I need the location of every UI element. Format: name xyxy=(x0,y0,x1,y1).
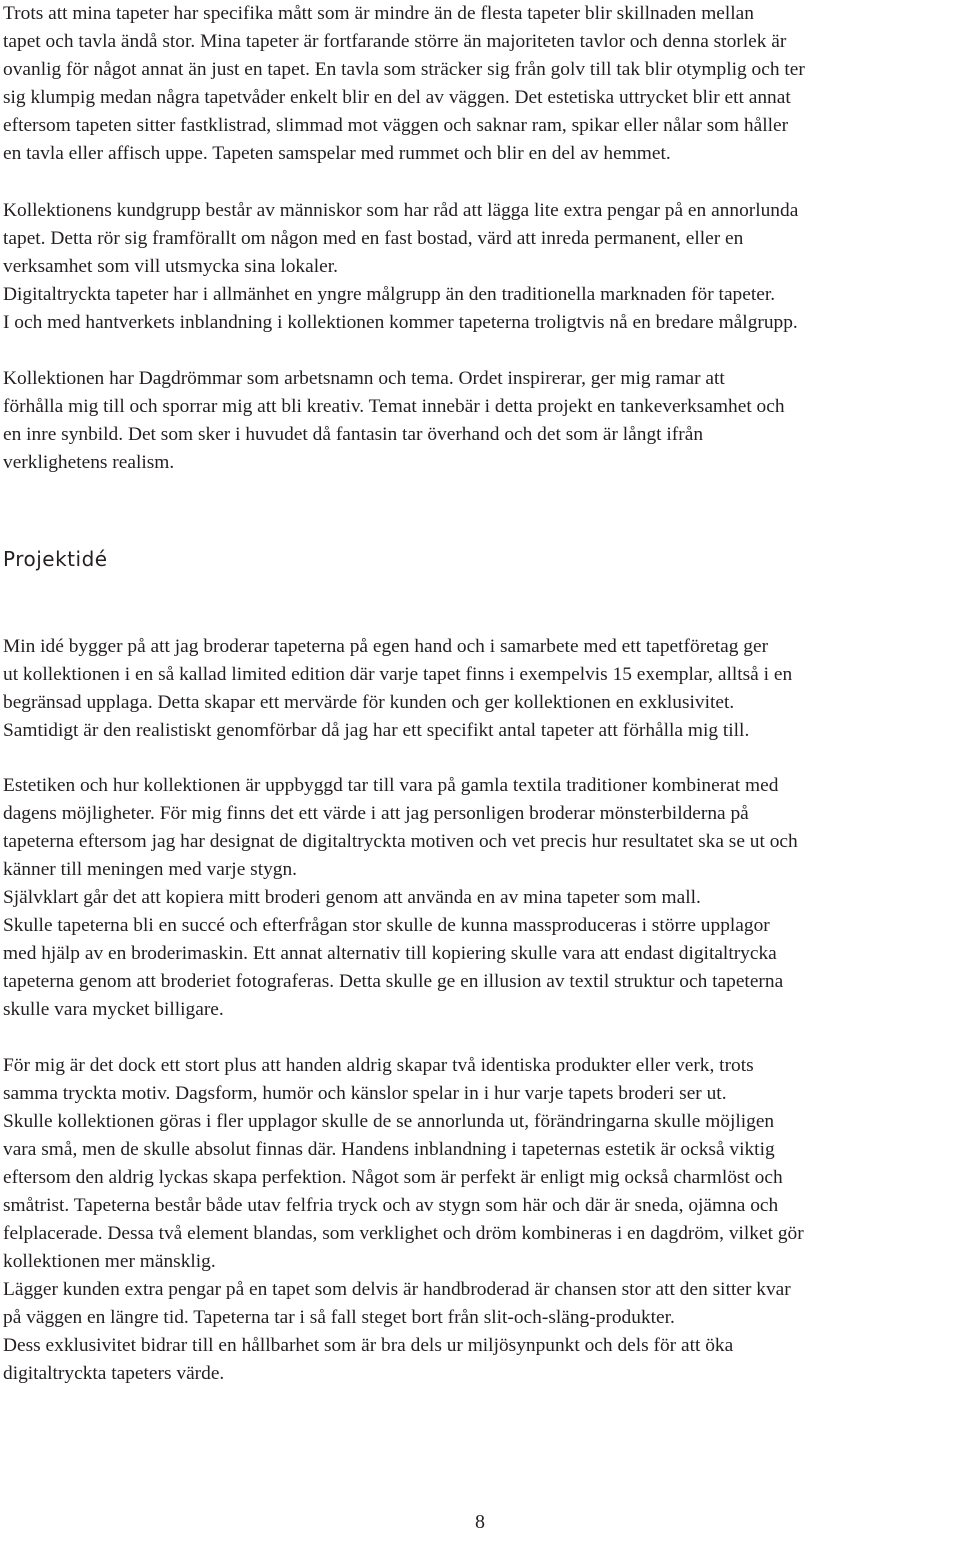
text-line: förhålla mig till och sporrar mig att bli kreativ. Temat innebär i detta projekt en tankeverksamhet och xyxy=(3,396,785,417)
text-line: eftersom tapeten sitter fastklistrad, slimmad mot väggen och saknar ram, spikar eller nålar som håller xyxy=(3,115,789,136)
text-line: Skulle tapeterna bli en succé och efterfrågan stor skulle de kunna massproduceras i större upplagor xyxy=(3,915,770,936)
text-line: tapeterna eftersom jag har designat de digitaltryckta motiven och vet precis hur resultatet ska se ut och xyxy=(3,831,798,852)
text-line: Samtidigt är den realistiskt genomförbar då jag har ett specifikt antal tapeter att förhålla mig till. xyxy=(3,720,750,741)
section-paragraph-1 xyxy=(3,633,958,745)
intro-paragraph-2 xyxy=(3,197,958,337)
text-line: eftersom den aldrig lyckas skapa perfektion. Något som är perfekt är enligt mig också charmlöst och xyxy=(3,1167,783,1188)
text-line: dagens möjligheter. För mig finns det ett värde i att jag personligen broderar mönsterbilderna på xyxy=(3,803,749,824)
text-line: ovanlig för något annat än just en tapet. En tavla som sträcker sig från golv till tak blir otymplig och ter xyxy=(3,59,805,80)
text-line: tapeterna genom att broderiet fotograferas. Detta skulle ge en illusion av textil struktur och tapeterna xyxy=(3,971,784,992)
text-line: Självklart går det att kopiera mitt broderi genom att använda en av mina tapeter som mall. xyxy=(3,887,701,908)
text-line: Min idé bygger på att jag broderar tapeterna på egen hand och i samarbete med ett tapetföretag ger xyxy=(3,636,769,657)
text-line: en tavla eller affisch uppe. Tapeten samspelar med rummet och blir en del av hemmet. xyxy=(3,143,671,164)
text-line: småtrist. Tapeterna består både utav felfria tryck och av stygn som här och där är sneda, ojämna och xyxy=(3,1195,779,1216)
text-line: med hjälp av en broderimaskin. Ett annat alternativ till kopiering skulle vara att endast digitaltrycka xyxy=(3,943,777,964)
text-line: känner till meningen med varje stygn. xyxy=(3,859,298,880)
text-line: I och med hantverkets inblandning i kollektionen kommer tapeterna troligtvis nå en bredare målgrupp. xyxy=(3,312,798,333)
text-line: Trots att mina tapeter har specifika mått som är mindre än de flesta tapeter blir skillnaden mellan xyxy=(3,3,754,24)
text-line: Estetiken och hur kollektionen är uppbyggd tar till vara på gamla textila traditioner kombinerat med xyxy=(3,775,779,796)
page-number: 8 xyxy=(475,1511,485,1533)
text-line: tapet. Detta rör sig framförallt om någon med en fast bostad, värd att inreda permanent, eller en xyxy=(3,228,744,249)
text-line: begränsad upplaga. Detta skapar ett mervärde för kunden och ger kollektionen en exklusivitet. xyxy=(3,692,735,713)
intro-paragraph-1 xyxy=(3,0,958,168)
text-line: Dess exklusivitet bidrar till en hållbarhet som är bra dels ur miljösynpunkt och dels för att öka xyxy=(3,1335,734,1356)
section-heading: Projektidé xyxy=(3,547,108,571)
text-line: Kollektionen har Dagdrömmar som arbetsnamn och tema. Ordet inspirerar, ger mig ramar att xyxy=(3,368,725,389)
text-line: sig klumpig medan några tapetvåder enkelt blir en del av väggen. Det estetiska uttrycket blir ett annat xyxy=(3,87,791,108)
text-line: Digitaltryckta tapeter har i allmänhet en yngre målgrupp än den traditionella marknaden för tapeter. xyxy=(3,284,776,305)
text-line: på väggen en längre tid. Tapeterna tar i så fall steget bort från slit-och-släng-produkter. xyxy=(3,1307,675,1328)
text-line: verklighetens realism. xyxy=(3,452,175,473)
text-line: Lägger kunden extra pengar på en tapet som delvis är handbroderad är chansen stor att den sitter kvar xyxy=(3,1279,791,1300)
text-line: För mig är det dock ett stort plus att handen aldrig skapar två identiska produkter eller verk, trots xyxy=(3,1055,754,1076)
text-line: felplacerade. Dessa två element blandas, som verklighet och dröm kombineras i en dagdröm, vilket gör xyxy=(3,1223,804,1244)
text-line: samma tryckta motiv. Dagsform, humör och känslor spelar in i hur varje tapets broderi ser ut. xyxy=(3,1083,727,1104)
text-line: ut kollektionen i en så kallad limited edition där varje tapet finns i exempelvis 15 exemplar, alltså i en xyxy=(3,664,793,685)
text-line: tapet och tavla ändå stor. Mina tapeter är fortfarande större än majoriteten tavlor och denna storlek är xyxy=(3,31,787,52)
text-line: verksamhet som vill utsmycka sina lokaler. xyxy=(3,256,338,277)
text-line: en inre synbild. Det som sker i huvudet då fantasin tar överhand och det som är långt ifrån xyxy=(3,424,704,445)
text-line: Skulle kollektionen göras i fler upplagor skulle de se annorlunda ut, förändringarna skulle möjligen xyxy=(3,1111,775,1132)
text-line: kollektionen mer mänsklig. xyxy=(3,1251,216,1272)
intro-paragraph-3 xyxy=(3,365,958,477)
text-line: digitaltryckta tapeters värde. xyxy=(3,1363,225,1384)
text-line: Kollektionens kundgrupp består av människor som har råd att lägga lite extra pengar på en annorlunda xyxy=(3,200,799,221)
section-paragraph-2 xyxy=(3,772,958,1024)
text-line: skulle vara mycket billigare. xyxy=(3,999,224,1020)
text-line: vara små, men de skulle absolut finnas där. Handens inblandning i tapeternas estetik är också viktig xyxy=(3,1139,775,1160)
section-paragraph-3 xyxy=(3,1052,958,1388)
